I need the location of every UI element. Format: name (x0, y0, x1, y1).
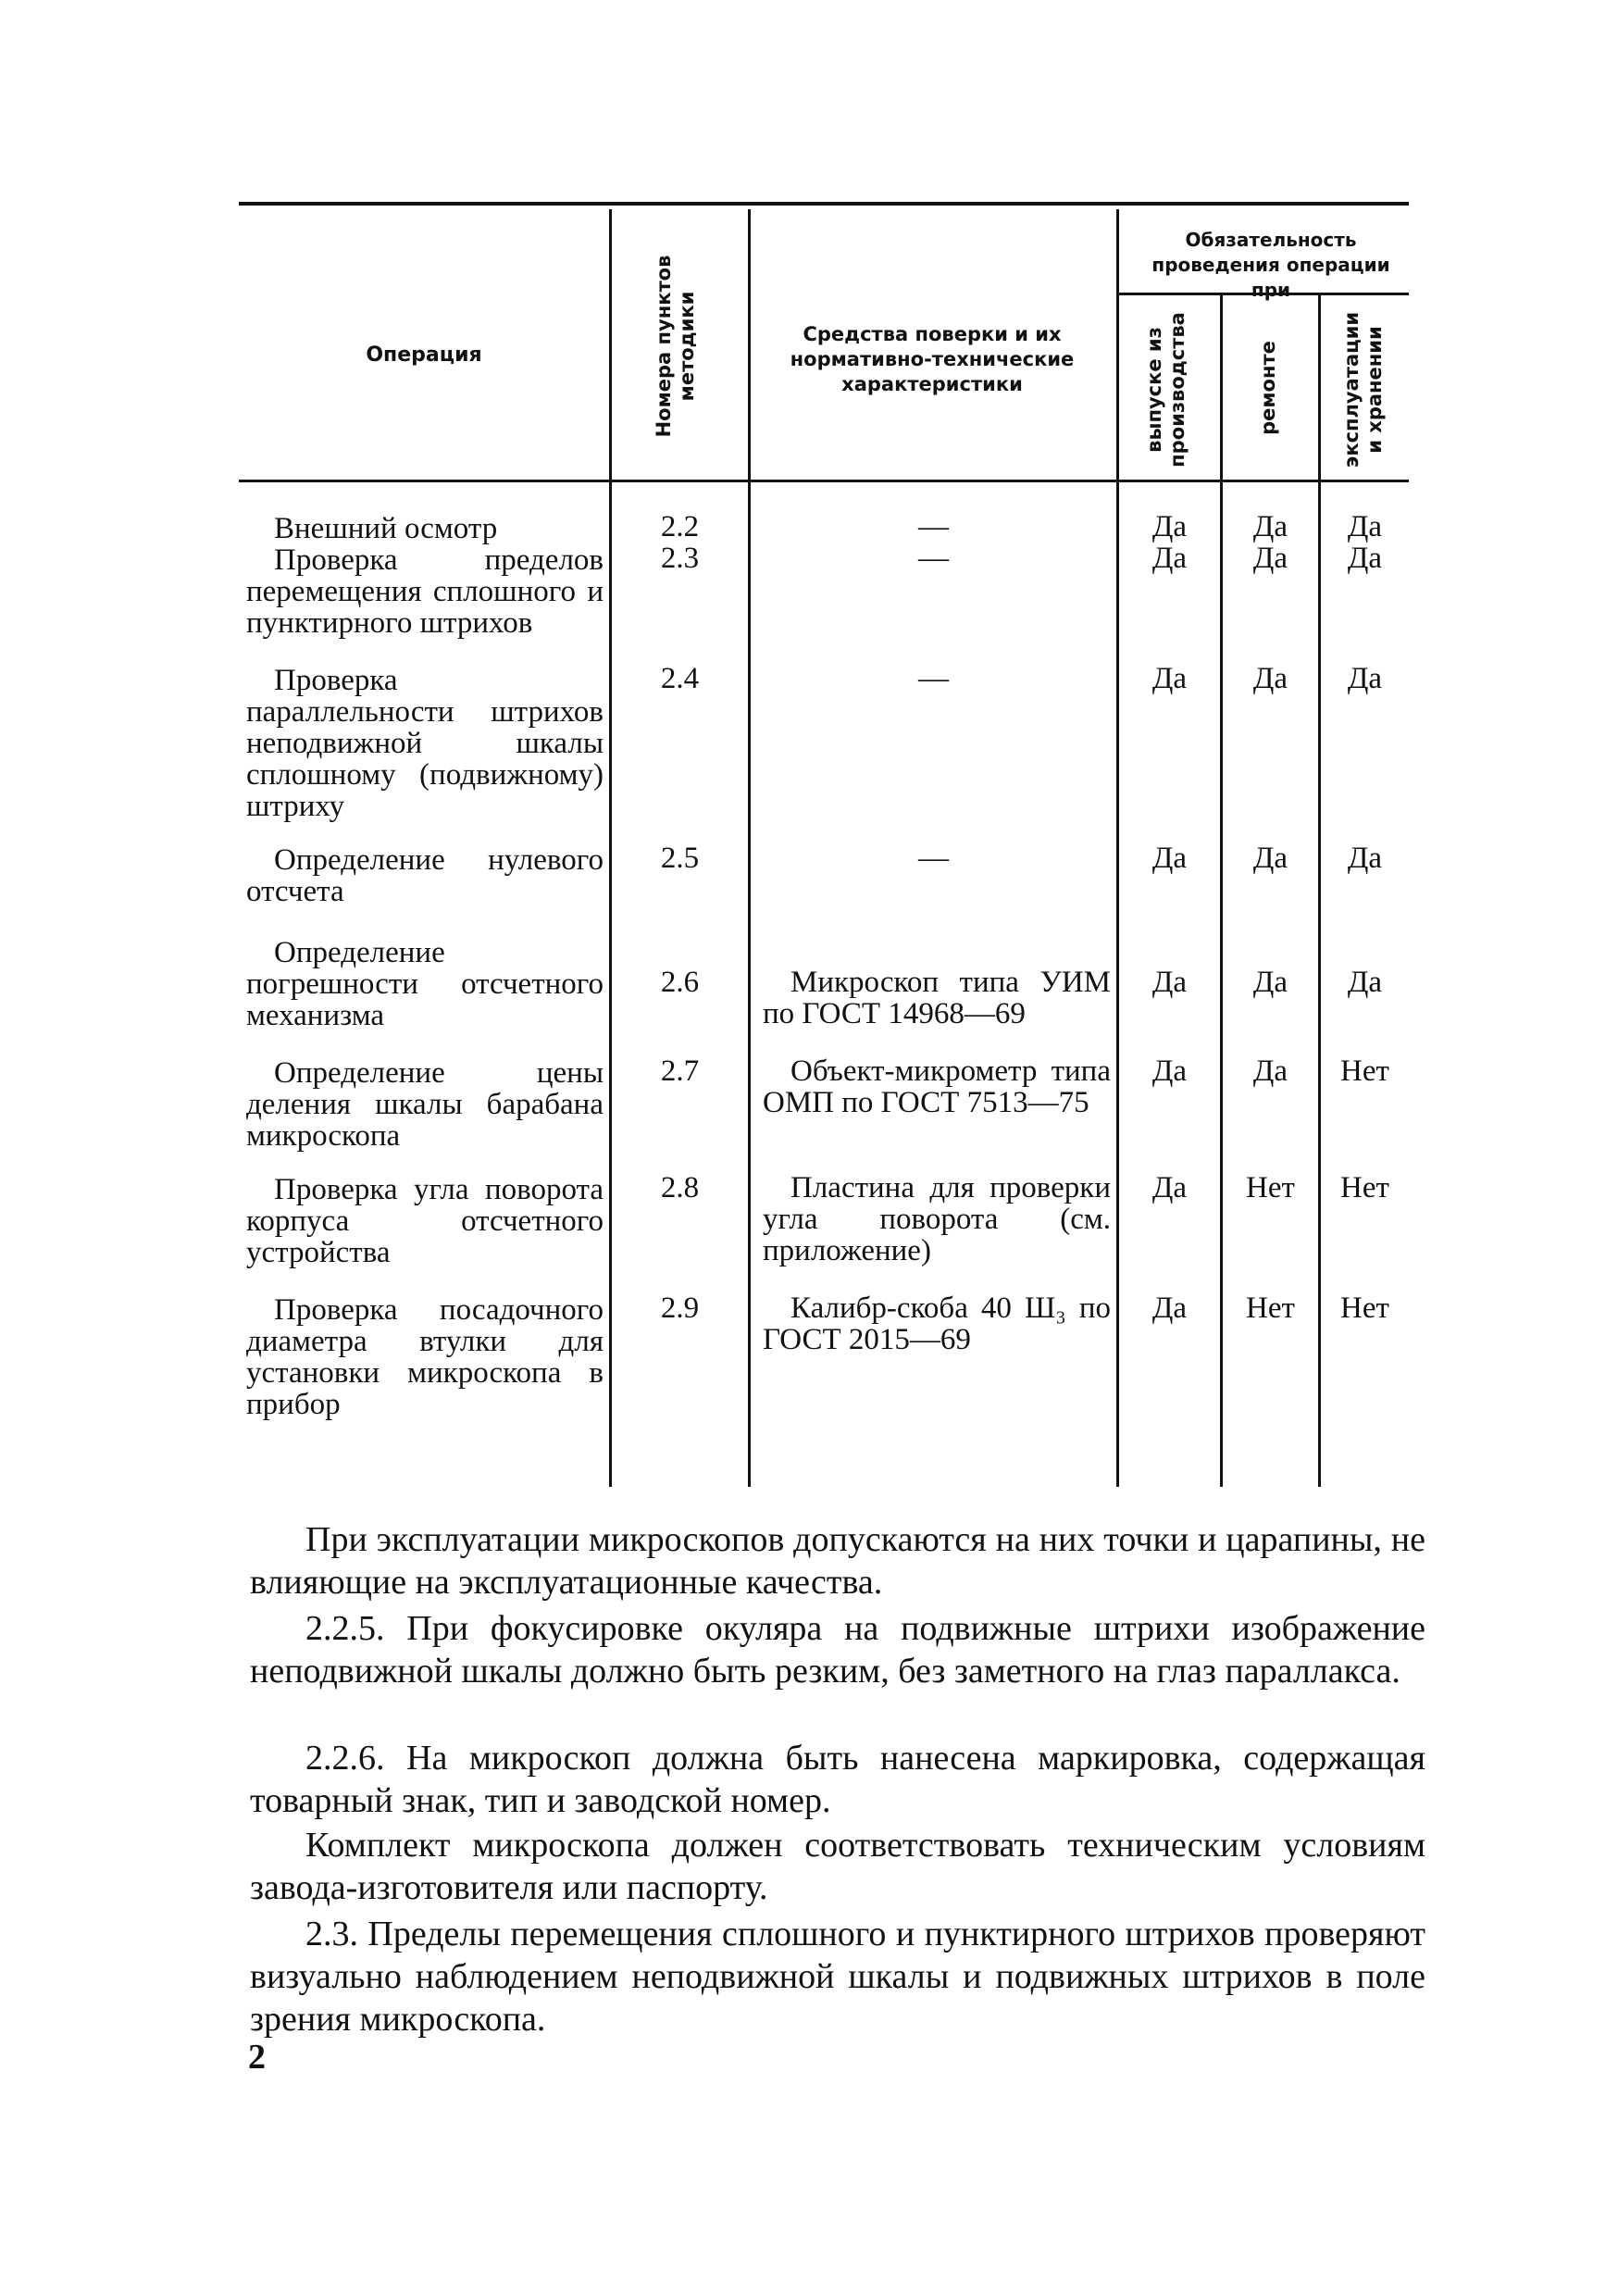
row-2-operation: Проверка пределов перемещения сплошного и пунктирного штрихов (246, 543, 604, 640)
row-8-operation: Проверка посадочного диаметра втулки для установки микроскопа в прибор (246, 1293, 604, 1421)
header-means: Средства поверки и их нормативно-технические характеристики (790, 323, 1075, 395)
row-8-repair: Нет (1246, 1292, 1295, 1325)
paragraph-2-3: 2.3. Пределы перемещения сплошного и пунктирного штрихов проверяют визуально наблюдением неподвижной шкалы и подвижных штрихов в поле зрения микроскопа. (250, 1915, 1425, 2039)
row-6-operation: Определение цены деления шкалы барабана микроскопа (246, 1056, 604, 1153)
row-2-use: Да (1347, 542, 1383, 575)
row-2-means: — (918, 542, 949, 575)
row-7-means: Пластина для проверки угла поворота (см. приложение) (763, 1171, 1111, 1267)
row-5-use: Да (1347, 966, 1383, 999)
row-2-num: 2.3 (660, 542, 700, 575)
row-1-means: — (918, 510, 949, 543)
row-1-repair: Да (1252, 510, 1288, 543)
row-4-means: — (918, 842, 949, 875)
row-7-num: 2.8 (660, 1171, 700, 1204)
row-2-repair: Да (1252, 542, 1288, 575)
header-repair: ремонте (1257, 341, 1279, 435)
row-1-operation: Внешний осмотр (274, 512, 498, 545)
row-6-repair: Да (1252, 1054, 1288, 1088)
row-6-means: Объект-микрометр типа ОМП по ГОСТ 7513—75 (763, 1054, 1111, 1119)
row-4-release: Да (1151, 842, 1188, 875)
paragraph-2-2-6: 2.2.6. На микроскоп должна быть нанесена маркировка, содержащая товарный знак, тип и заводской номер. (250, 1739, 1425, 1820)
row-1-release: Да (1151, 510, 1188, 543)
row-1-num: 2.2 (660, 510, 700, 543)
row-4-use: Да (1347, 842, 1383, 875)
row-5-means: Микроскоп типа УИМ по ГОСТ 14968—69 (763, 966, 1111, 1030)
row-7-repair: Нет (1246, 1171, 1295, 1204)
row-3-use: Да (1347, 662, 1383, 695)
header-use-storage: эксплуатации и хранении (1340, 311, 1386, 468)
row-3-operation: Проверка параллельности штрихов неподвижной шкалы сплошному (подвижному) штриху (246, 664, 604, 823)
page-number: 2 (248, 2038, 266, 2077)
row-2-release: Да (1151, 542, 1188, 575)
header-item-numbers: Номера пунктов методики (653, 255, 698, 438)
row-6-num: 2.7 (660, 1054, 700, 1088)
header-operation: Операция (366, 343, 482, 367)
row-7-use: Нет (1340, 1171, 1389, 1204)
paragraph-2-2-5: 2.2.5. При фокусировке окуляра на подвижные штрихи изображение неподвижной шкалы должно быть резким, без заметного на глаз параллакса. (250, 1609, 1425, 1691)
header-mandatory: Обязательность проведения операции при (1151, 229, 1390, 301)
row-4-num: 2.5 (660, 842, 700, 875)
row-7-operation: Проверка угла поворота корпуса отсчетного устройства (246, 1173, 604, 1269)
row-1-use: Да (1347, 510, 1383, 543)
row-6-release: Да (1151, 1054, 1188, 1088)
row-6-use: Нет (1340, 1054, 1389, 1088)
header-release: выпуске из производства (1143, 312, 1189, 468)
row-8-release: Да (1151, 1292, 1188, 1325)
row-8-use: Нет (1340, 1292, 1389, 1325)
header-bottom-rule (239, 480, 1409, 482)
row-8-means: Калибр-скоба 40 Ш₃ по ГОСТ 2015—69 (763, 1292, 1111, 1356)
row-3-release: Да (1151, 662, 1188, 695)
row-5-repair: Да (1252, 966, 1288, 999)
table-top-rule (239, 202, 1409, 206)
row-4-repair: Да (1252, 842, 1288, 875)
row-3-means: — (918, 662, 949, 695)
row-5-operation: Определение погрешности отсчетного механизма (246, 936, 604, 1032)
verification-table (239, 202, 1409, 1489)
paragraph-defects: При эксплуатации микроскопов допускаются на них точки и царапины, не влияющие на эксплуатационные качества. (250, 1520, 1425, 1602)
row-5-num: 2.6 (660, 966, 700, 999)
row-3-num: 2.4 (660, 662, 700, 695)
paragraph-kit: Комплект микроскопа должен соответствовать техническим условиям завода-изготовителя или паспорту. (250, 1826, 1425, 1907)
row-3-repair: Да (1252, 662, 1288, 695)
row-4-operation: Определение нулевого отсчета (246, 843, 604, 908)
row-8-num: 2.9 (660, 1292, 700, 1325)
row-7-release: Да (1151, 1171, 1188, 1204)
row-5-release: Да (1151, 966, 1188, 999)
